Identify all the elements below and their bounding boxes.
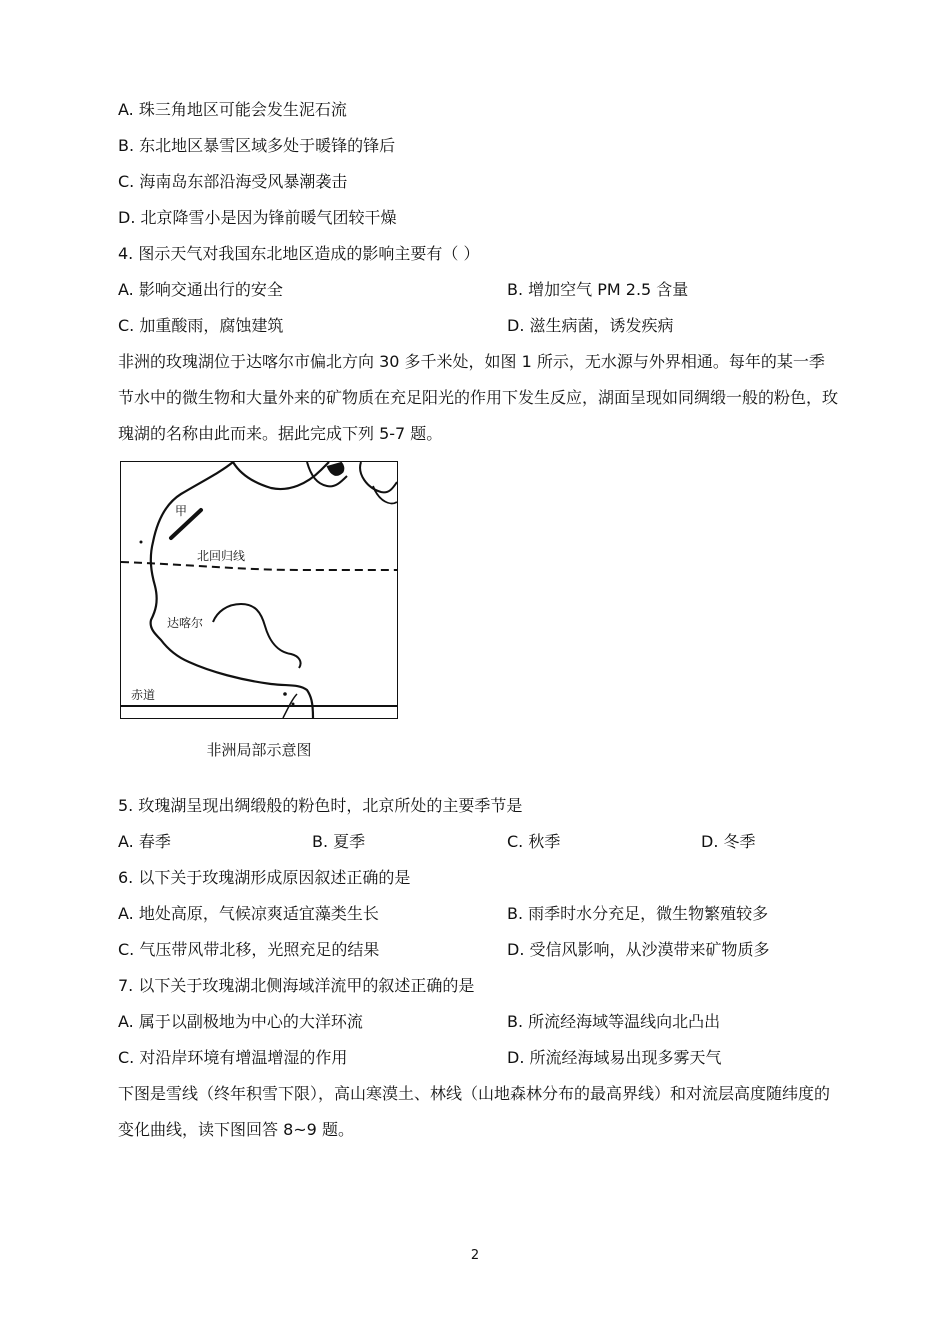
q5-stem: 5. 玫瑰湖呈现出绸缎般的粉色时，北京所处的主要季节是 (118, 796, 523, 815)
q6-option-a: A. 地处高原，气候凉爽适宜藻类生长 (118, 904, 379, 923)
q4-option-d: D. 滋生病菌，诱发疾病 (507, 316, 674, 335)
q7-stem: 7. 以下关于玫瑰湖北侧海域洋流甲的叙述正确的是 (118, 976, 475, 995)
equator-label: 赤道 (131, 688, 156, 702)
q6-option-c: C. 气压带风带北移，光照充足的结果 (118, 940, 380, 959)
current-jia-label: 甲 (175, 504, 188, 518)
option-d: D. 北京降雪小是因为锋前暖气团较干燥 (118, 208, 397, 227)
q7-option-a: A. 属于以副极地为中心的大洋环流 (118, 1012, 363, 1031)
option-c: C. 海南岛东部沿海受风暴潮袭击 (118, 172, 348, 191)
intro-paragraph-5-7: 非洲的玫瑰湖位于达喀尔市偏北方向 30 多千米处，如图 1 所示，无水源与外界相通。每年的某一季节水中的微生物和大量外来的矿物质在充足阳光的作用下发生反应，湖面呈现如同绸缎一般的粉色，玫瑰湖的名称由此而来。据此完成下列 5-7 题。 (118, 352, 839, 443)
q5-option-b: B. 夏季 (312, 832, 366, 851)
q5-option-a: A. 春季 (118, 832, 171, 851)
africa-map (120, 461, 398, 719)
q5-option-c: C. 秋季 (507, 832, 561, 851)
q4-option-c: C. 加重酸雨，腐蚀建筑 (118, 316, 284, 335)
map-drawing (121, 462, 397, 718)
option-a: A. 珠三角地区可能会发生泥石流 (118, 100, 347, 119)
q7-option-b: B. 所流经海域等温线向北凸出 (507, 1012, 721, 1031)
q4-option-b: B. 增加空气 PM 2.5 含量 (507, 280, 689, 299)
q7-option-d: D. 所流经海域易出现多雾天气 (507, 1048, 722, 1067)
q6-option-d: D. 受信风影响，从沙漠带来矿物质多 (507, 940, 770, 959)
q4-option-a: A. 影响交通出行的安全 (118, 280, 283, 299)
page-number: 2 (470, 1248, 480, 1263)
q6-stem: 6. 以下关于玫瑰湖形成原因叙述正确的是 (118, 868, 411, 887)
q7-option-c: C. 对沿岸环境有增温增湿的作用 (118, 1048, 348, 1067)
dakar-label: 达喀尔 (167, 616, 204, 630)
q4-stem: 4. 图示天气对我国东北地区造成的影响主要有（ ） (118, 244, 480, 263)
intro-paragraph-8-9: 下图是雪线（终年积雪下限），高山寒漠土、林线（山地森林分布的最高界线）和对流层高度随纬度的变化曲线，读下图回答 8~9 题。 (118, 1084, 831, 1139)
q6-option-b: B. 雨季时水分充足，微生物繁殖较多 (507, 904, 769, 923)
option-b: B. 东北地区暴雪区域多处于暖锋的锋后 (118, 136, 396, 155)
tropic-of-cancer-label: 北回归线 (197, 549, 246, 563)
q5-option-d: D. 冬季 (701, 832, 756, 851)
map-caption: 非洲局部示意图 (206, 741, 312, 759)
